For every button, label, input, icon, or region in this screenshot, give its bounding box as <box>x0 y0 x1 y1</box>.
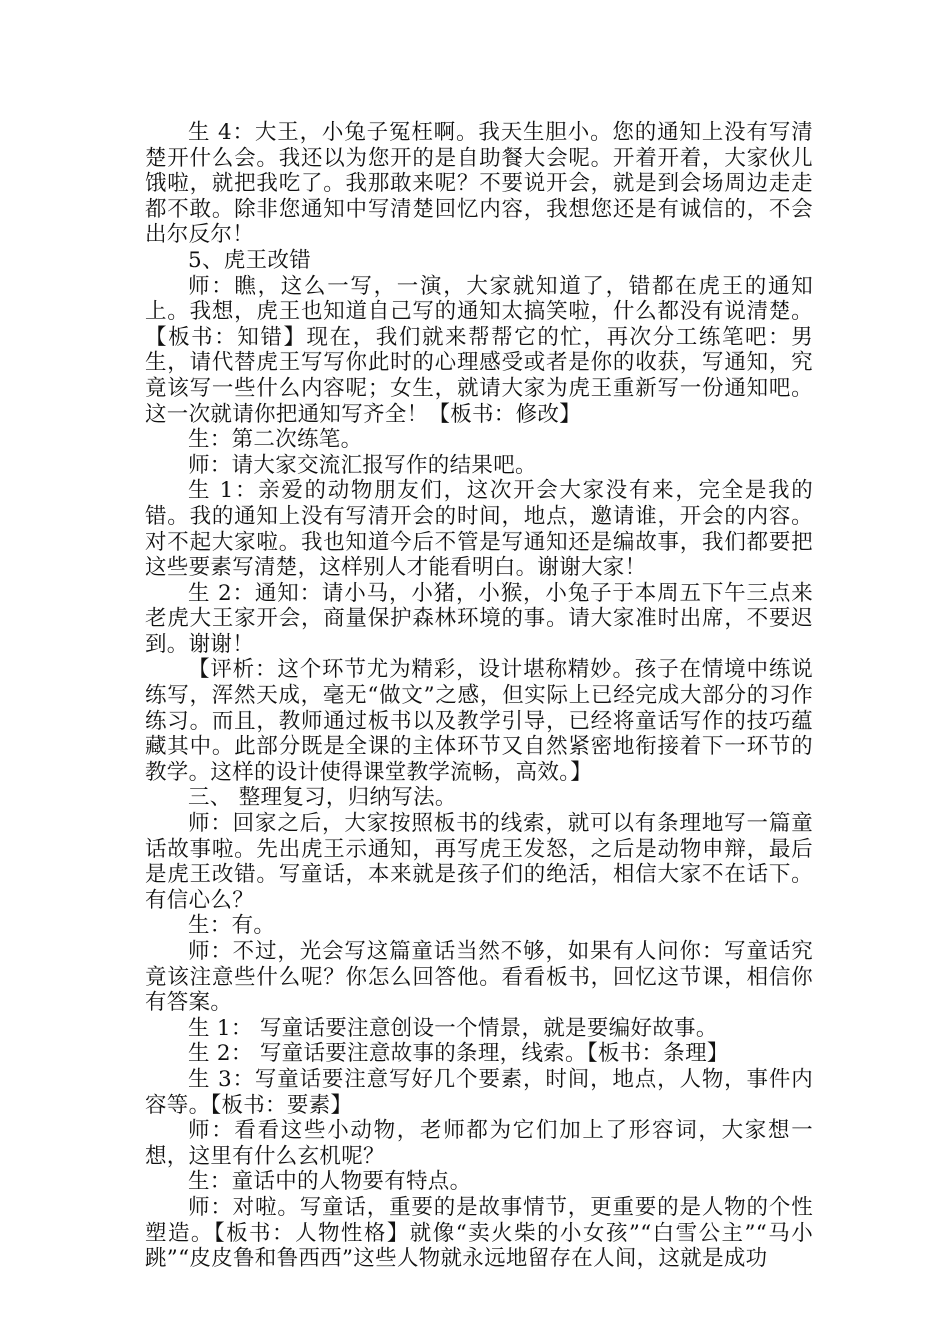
paragraph-teacher-report: 师：请大家交流汇报写作的结果吧。 <box>188 452 537 478</box>
paragraph-student2-order: 生 2： 写童话要注意故事的条理，线索。【板书：条理】 <box>188 1041 729 1067</box>
paragraph-teacher-personality: 师：对啦。写童话，重要的是故事情节，更重要的是人物的个性塑造。【板书：人物性格】就像“卖火柴的小女孩”“白雪公主”“马小跳”“皮皮鲁和鲁西西”这些人物就永远地留存在人间，这就是成功 <box>145 1194 813 1272</box>
paragraph-student-yes: 生：有。 <box>188 913 276 939</box>
section-heading-review: 三、 整理复习，归纳写法。 <box>188 785 457 811</box>
paragraph-student4-rabbit: 生 4：大王，小兔子冤枉啊。我天生胆小。您的通知上没有写清楚开什么会。我还以为您开的是自助餐大会呢。开着开着，大家伙儿饿啦，就把我吃了。我那敢来呢？不要说开会，就是到会场周边走走都不敢。除非您通知中写清楚回忆内容，我想您还是有诚信的，不会出尔反尔！ <box>145 120 813 248</box>
paragraph-student3-elements: 生 3：写童话要注意写好几个要素，时间，地点，人物，事件内容等。【板书：要素】 <box>145 1066 813 1118</box>
paragraph-teacher-question: 师：不过，光会写这篇童话当然不够，如果有人问你：写童话究竟该注意些什么呢？你怎么回答他。看看板书，回忆这节课，相信你有答案。 <box>145 939 813 1016</box>
section-heading-tiger-corrects: 5、虎王改错 <box>188 247 311 273</box>
document-page <box>145 120 813 1272</box>
paragraph-teacher-adjectives: 师：看看这些小动物，老师都为它们加上了形容词，大家想一想，这里有什么玄机呢？ <box>145 1118 813 1169</box>
paragraph-student2-notice: 生 2：通知：请小马，小猪，小猴，小兔子于本周五下午三点来老虎大王家开会，商量保护森林环境的事。请大家准时出席，不要迟到。谢谢！ <box>145 580 813 657</box>
paragraph-student-characters: 生：童话中的人物要有特点。 <box>188 1169 472 1195</box>
paragraph-student1-apology: 生 1：亲爱的动物朋友们，这次开会大家没有来，完全是我的错。我的通知上没有写清开会的时间，地点，邀请谁，开会的内容。对不起大家啦。我也知道今后不管是写通知还是编故事，我们都要把这些要素写清楚，这样别人才能看明白。谢谢大家！ <box>145 478 813 581</box>
paragraph-teacher-go-home: 师：回家之后，大家按照板书的线索，就可以有条理地写一篇童话故事啦。先出虎王示通知，再写虎王发怒，之后是动物申辩，最后是虎王改错。写童话，本来就是孩子们的绝活，相信大家不在话下。有信心么？ <box>145 811 813 913</box>
paragraph-second-writing: 生：第二次练笔。 <box>188 427 363 453</box>
paragraph-teacher-knows-error: 师：瞧，这么一写，一演，大家就知道了，错都在虎王的通知上。我想，虎王也知道自己写的通知太搞笑啦，什么都没有说清楚。【板书：知错】现在，我们就来帮帮它的忙，再次分工练笔吧：男生，请代替虎王写写你此时的心理感受或者是你的收获，写通知，究竟该写一些什么内容呢；女生，就请大家为虎王重新写一份通知吧。这一次就请你把通知写齐全！【板书：修改】 <box>145 273 813 427</box>
paragraph-student1-scene: 生 1： 写童话要注意创设一个情景，就是要编好故事。 <box>188 1015 718 1041</box>
paragraph-commentary: 【评析：这个环节尤为精彩，设计堪称精妙。孩子在情境中练说练写，浑然天成，毫无“做文”之感，但实际上已经完成大部分的习作练习。而且，教师通过板书以及教学引导，已经将童话写作的技巧蕴藏其中。此部分既是全课的主体环节又自然紧密地衔接着下一环节的教学。这样的设计使得课堂教学流畅，高效。】 <box>145 657 813 785</box>
